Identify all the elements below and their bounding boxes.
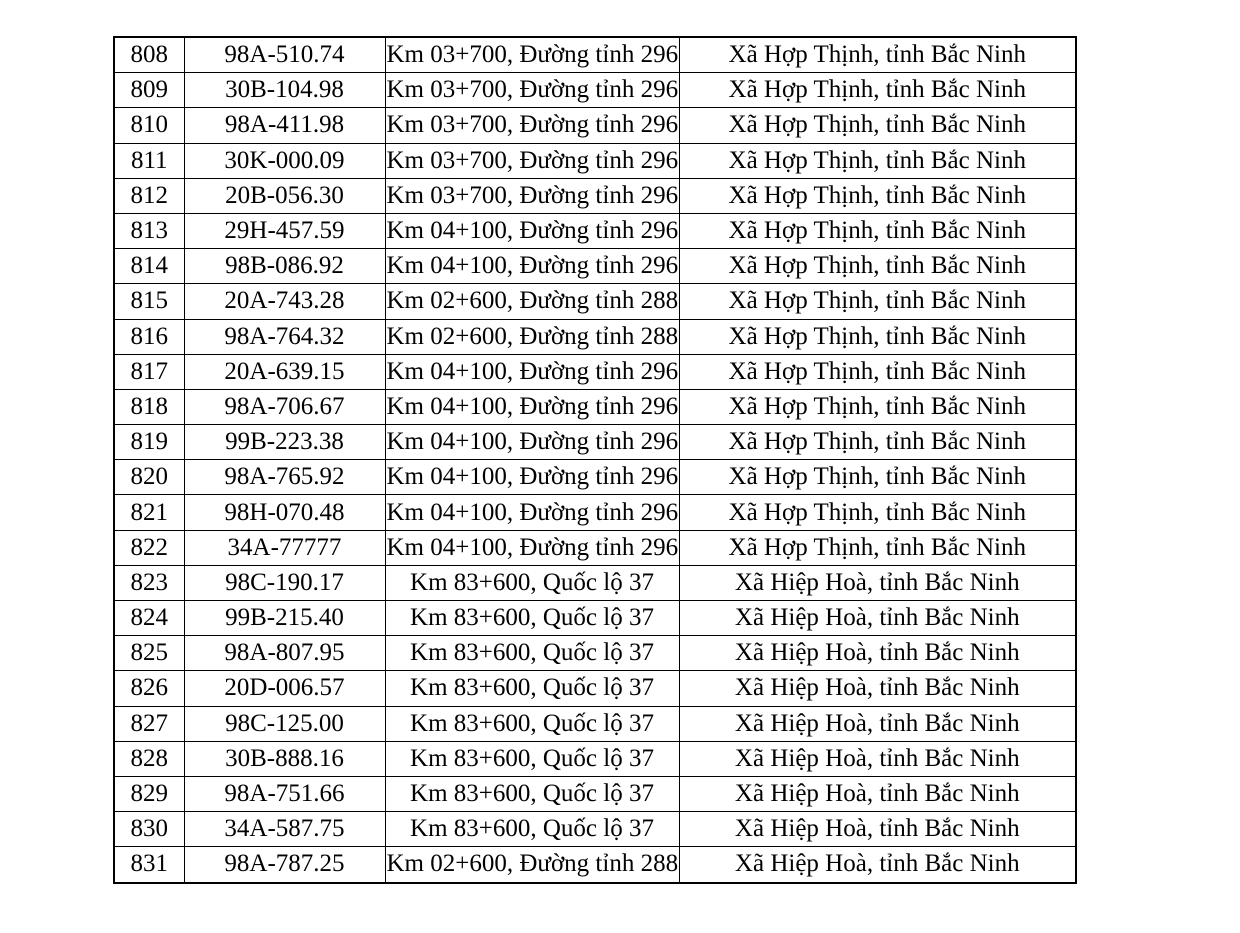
row-number-cell: 822 [114, 530, 184, 565]
administrative-unit-cell: Xã Hợp Thịnh, tỉnh Bắc Ninh [679, 249, 1076, 284]
location-cell: Km 04+100, Đường tỉnh 296 [385, 389, 679, 424]
table-row [114, 671, 1076, 706]
license-plate-cell: 34A-77777 [184, 530, 385, 565]
table-row [114, 495, 1076, 530]
location-cell: Km 03+700, Đường tỉnh 296 [385, 143, 679, 178]
administrative-unit-cell: Xã Hợp Thịnh, tỉnh Bắc Ninh [679, 178, 1076, 213]
table-row [114, 636, 1076, 671]
administrative-unit-cell: Xã Hiệp Hoà, tỉnh Bắc Ninh [679, 565, 1076, 600]
administrative-unit-cell: Xã Hiệp Hoà, tỉnh Bắc Ninh [679, 741, 1076, 776]
row-number-cell: 816 [114, 319, 184, 354]
row-number-cell: 826 [114, 671, 184, 706]
license-plate-cell: 98A-765.92 [184, 460, 385, 495]
table-row [114, 847, 1076, 883]
table-row [114, 812, 1076, 847]
table-row [114, 319, 1076, 354]
row-number-cell: 825 [114, 636, 184, 671]
row-number-cell: 811 [114, 143, 184, 178]
row-number-cell: 817 [114, 354, 184, 389]
administrative-unit-cell: Xã Hiệp Hoà, tỉnh Bắc Ninh [679, 601, 1076, 636]
row-number-cell: 818 [114, 389, 184, 424]
table-row [114, 530, 1076, 565]
row-number-cell: 810 [114, 108, 184, 143]
table-row [114, 565, 1076, 600]
location-cell: Km 83+600, Quốc lộ 37 [385, 776, 679, 811]
location-cell: Km 04+100, Đường tỉnh 296 [385, 425, 679, 460]
row-number-cell: 820 [114, 460, 184, 495]
administrative-unit-cell: Xã Hợp Thịnh, tỉnh Bắc Ninh [679, 213, 1076, 248]
location-cell: Km 02+600, Đường tỉnh 288 [385, 319, 679, 354]
license-plate-cell: 98H-070.48 [184, 495, 385, 530]
location-cell: Km 03+700, Đường tỉnh 296 [385, 37, 679, 73]
administrative-unit-cell: Xã Hiệp Hoà, tỉnh Bắc Ninh [679, 636, 1076, 671]
table-row [114, 143, 1076, 178]
administrative-unit-cell: Xã Hợp Thịnh, tỉnh Bắc Ninh [679, 143, 1076, 178]
license-plate-cell: 99B-223.38 [184, 425, 385, 460]
row-number-cell: 814 [114, 249, 184, 284]
administrative-unit-cell: Xã Hợp Thịnh, tỉnh Bắc Ninh [679, 37, 1076, 73]
administrative-unit-cell: Xã Hợp Thịnh, tỉnh Bắc Ninh [679, 495, 1076, 530]
location-cell: Km 04+100, Đường tỉnh 296 [385, 530, 679, 565]
table-row [114, 108, 1076, 143]
table-row [114, 354, 1076, 389]
license-plate-cell: 20B-056.30 [184, 178, 385, 213]
row-number-cell: 812 [114, 178, 184, 213]
location-cell: Km 83+600, Quốc lộ 37 [385, 601, 679, 636]
license-plate-cell: 99B-215.40 [184, 601, 385, 636]
row-number-cell: 821 [114, 495, 184, 530]
row-number-cell: 815 [114, 284, 184, 319]
row-number-cell: 819 [114, 425, 184, 460]
row-number-cell: 809 [114, 73, 184, 108]
license-plate-cell: 30B-104.98 [184, 73, 385, 108]
license-plate-cell: 20D-006.57 [184, 671, 385, 706]
license-plate-cell: 98A-787.25 [184, 847, 385, 883]
administrative-unit-cell: Xã Hiệp Hoà, tỉnh Bắc Ninh [679, 776, 1076, 811]
table-row [114, 460, 1076, 495]
license-plate-cell: 98C-190.17 [184, 565, 385, 600]
license-plate-cell: 98C-125.00 [184, 706, 385, 741]
row-number-cell: 831 [114, 847, 184, 883]
location-cell: Km 02+600, Đường tỉnh 288 [385, 847, 679, 883]
license-plate-cell: 98A-807.95 [184, 636, 385, 671]
table-row [114, 741, 1076, 776]
location-cell: Km 03+700, Đường tỉnh 296 [385, 178, 679, 213]
table-row [114, 389, 1076, 424]
location-cell: Km 04+100, Đường tỉnh 296 [385, 213, 679, 248]
location-cell: Km 02+600, Đường tỉnh 288 [385, 284, 679, 319]
table-row [114, 213, 1076, 248]
license-plate-cell: 20A-639.15 [184, 354, 385, 389]
table-row [114, 776, 1076, 811]
administrative-unit-cell: Xã Hợp Thịnh, tỉnh Bắc Ninh [679, 389, 1076, 424]
license-plate-cell: 30K-000.09 [184, 143, 385, 178]
table-row [114, 425, 1076, 460]
administrative-unit-cell: Xã Hợp Thịnh, tỉnh Bắc Ninh [679, 319, 1076, 354]
table-row [114, 73, 1076, 108]
administrative-unit-cell: Xã Hợp Thịnh, tỉnh Bắc Ninh [679, 108, 1076, 143]
license-plate-cell: 98A-706.67 [184, 389, 385, 424]
administrative-unit-cell: Xã Hợp Thịnh, tỉnh Bắc Ninh [679, 284, 1076, 319]
location-cell: Km 83+600, Quốc lộ 37 [385, 741, 679, 776]
license-plate-cell: 98A-751.66 [184, 776, 385, 811]
administrative-unit-cell: Xã Hiệp Hoà, tỉnh Bắc Ninh [679, 706, 1076, 741]
row-number-cell: 827 [114, 706, 184, 741]
administrative-unit-cell: Xã Hợp Thịnh, tỉnh Bắc Ninh [679, 354, 1076, 389]
table-body [114, 37, 1076, 883]
location-cell: Km 04+100, Đường tỉnh 296 [385, 354, 679, 389]
administrative-unit-cell: Xã Hợp Thịnh, tỉnh Bắc Ninh [679, 73, 1076, 108]
row-number-cell: 808 [114, 37, 184, 73]
location-cell: Km 03+700, Đường tỉnh 296 [385, 108, 679, 143]
license-plate-cell: 20A-743.28 [184, 284, 385, 319]
row-number-cell: 829 [114, 776, 184, 811]
location-cell: Km 04+100, Đường tỉnh 296 [385, 495, 679, 530]
row-number-cell: 828 [114, 741, 184, 776]
license-plate-cell: 29H-457.59 [184, 213, 385, 248]
location-cell: Km 83+600, Quốc lộ 37 [385, 812, 679, 847]
location-cell: Km 04+100, Đường tỉnh 296 [385, 249, 679, 284]
location-cell: Km 03+700, Đường tỉnh 296 [385, 73, 679, 108]
location-cell: Km 83+600, Quốc lộ 37 [385, 671, 679, 706]
license-plate-cell: 98A-411.98 [184, 108, 385, 143]
location-cell: Km 83+600, Quốc lộ 37 [385, 636, 679, 671]
table-row [114, 706, 1076, 741]
table-row [114, 601, 1076, 636]
location-cell: Km 83+600, Quốc lộ 37 [385, 565, 679, 600]
license-plate-cell: 98A-510.74 [184, 37, 385, 73]
table-row [114, 37, 1076, 73]
violation-table [113, 36, 1077, 884]
administrative-unit-cell: Xã Hợp Thịnh, tỉnh Bắc Ninh [679, 425, 1076, 460]
row-number-cell: 823 [114, 565, 184, 600]
row-number-cell: 813 [114, 213, 184, 248]
license-plate-cell: 30B-888.16 [184, 741, 385, 776]
location-cell: Km 83+600, Quốc lộ 37 [385, 706, 679, 741]
table-row [114, 284, 1076, 319]
license-plate-cell: 98B-086.92 [184, 249, 385, 284]
administrative-unit-cell: Xã Hợp Thịnh, tỉnh Bắc Ninh [679, 460, 1076, 495]
location-cell: Km 04+100, Đường tỉnh 296 [385, 460, 679, 495]
row-number-cell: 830 [114, 812, 184, 847]
administrative-unit-cell: Xã Hợp Thịnh, tỉnh Bắc Ninh [679, 530, 1076, 565]
license-plate-cell: 98A-764.32 [184, 319, 385, 354]
row-number-cell: 824 [114, 601, 184, 636]
administrative-unit-cell: Xã Hiệp Hoà, tỉnh Bắc Ninh [679, 847, 1076, 883]
administrative-unit-cell: Xã Hiệp Hoà, tỉnh Bắc Ninh [679, 671, 1076, 706]
table-row [114, 249, 1076, 284]
license-plate-cell: 34A-587.75 [184, 812, 385, 847]
table-row [114, 178, 1076, 213]
administrative-unit-cell: Xã Hiệp Hoà, tỉnh Bắc Ninh [679, 812, 1076, 847]
